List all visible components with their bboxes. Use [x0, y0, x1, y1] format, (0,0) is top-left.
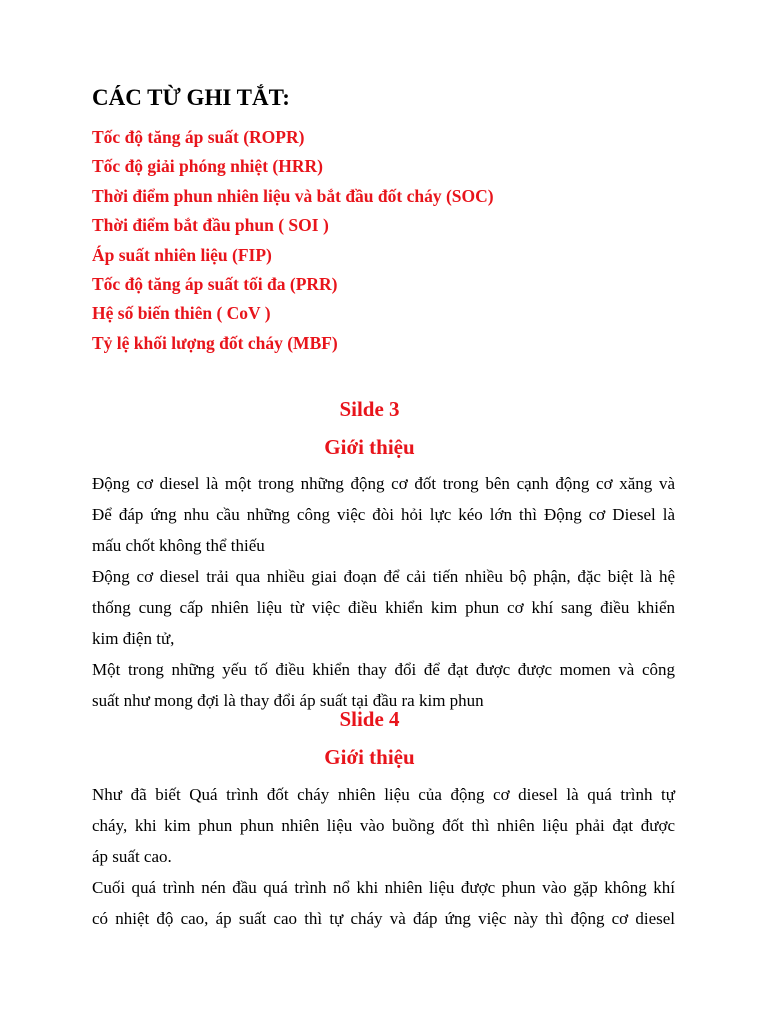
slide4-label: Slide 4: [339, 707, 400, 731]
slide3-line: Động cơ diesel trải qua nhiều giai đoạn để cải tiến nhiều bộ phận, đặc biệt là hệ: [92, 567, 675, 586]
abbreviation-item: Tốc độ tăng áp suất tối đa (PRR): [92, 273, 338, 294]
slide3-line: mấu chốt không thể thiếu: [92, 536, 265, 555]
slide3-title: Giới thiệu: [324, 435, 415, 459]
slide3-line: suất như mong đợi là thay đổi áp suất tại đầu ra kim phun: [92, 691, 484, 710]
slide4-line: cháy, khi kim phun phun nhiên liệu vào buồng đốt thì nhiên liệu phải đạt được: [92, 816, 675, 835]
slide3-label: Silde 3: [339, 397, 400, 421]
abbreviation-item: Tốc độ tăng áp suất (ROPR): [92, 127, 305, 147]
abbreviation-item: Áp suất nhiên liệu (FIP): [92, 244, 272, 265]
slide4-line: có nhiệt độ cao, áp suất cao thì tự cháy và đáp ứng việc này thì động cơ diesel: [92, 909, 675, 928]
slide3-line: Động cơ diesel là một trong những động cơ đốt trong bên cạnh động cơ xăng và: [92, 474, 675, 493]
abbreviation-item: Thời điểm phun nhiên liệu và bắt đầu đốt cháy (SOC): [92, 185, 494, 206]
slide3-line: kim điện tử,: [92, 629, 175, 648]
slide3-line: thống cung cấp nhiên liệu từ việc điều khiển kim phun cơ khí sang điều khiển: [92, 598, 675, 617]
abbreviation-item: Thời điểm bắt đầu phun ( SOI ): [92, 215, 329, 236]
abbreviations-heading: CÁC TỪ GHI TẮT:: [92, 85, 290, 110]
slide4-body: [92, 779, 675, 934]
abbreviations-list: [92, 123, 494, 358]
abbreviation-item: Hệ số biến thiên ( CoV ): [92, 303, 271, 324]
slide4-line: Cuối quá trình nén đầu quá trình nổ khi nhiên liệu được phun vào gặp không khí: [92, 878, 675, 897]
slide3-line: Một trong những yếu tố điều khiển thay đổi để đạt được được momen và công: [92, 660, 675, 679]
slide4-title: Giới thiệu: [324, 745, 415, 769]
abbreviation-item: Tốc độ giải phóng nhiệt (HRR): [92, 156, 323, 177]
slide3-body: [92, 468, 675, 716]
slide4-line: Như đã biết Quá trình đốt cháy nhiên liệu của động cơ diesel là quá trình tự: [92, 785, 675, 804]
abbreviation-item: Tỷ lệ khối lượng đốt cháy (MBF): [92, 332, 338, 353]
slide4-line: áp suất cao.: [92, 847, 172, 866]
slide3-line: Để đáp ứng nhu cầu những công việc đòi hỏi lực kéo lớn thì Động cơ Diesel là: [92, 505, 675, 524]
